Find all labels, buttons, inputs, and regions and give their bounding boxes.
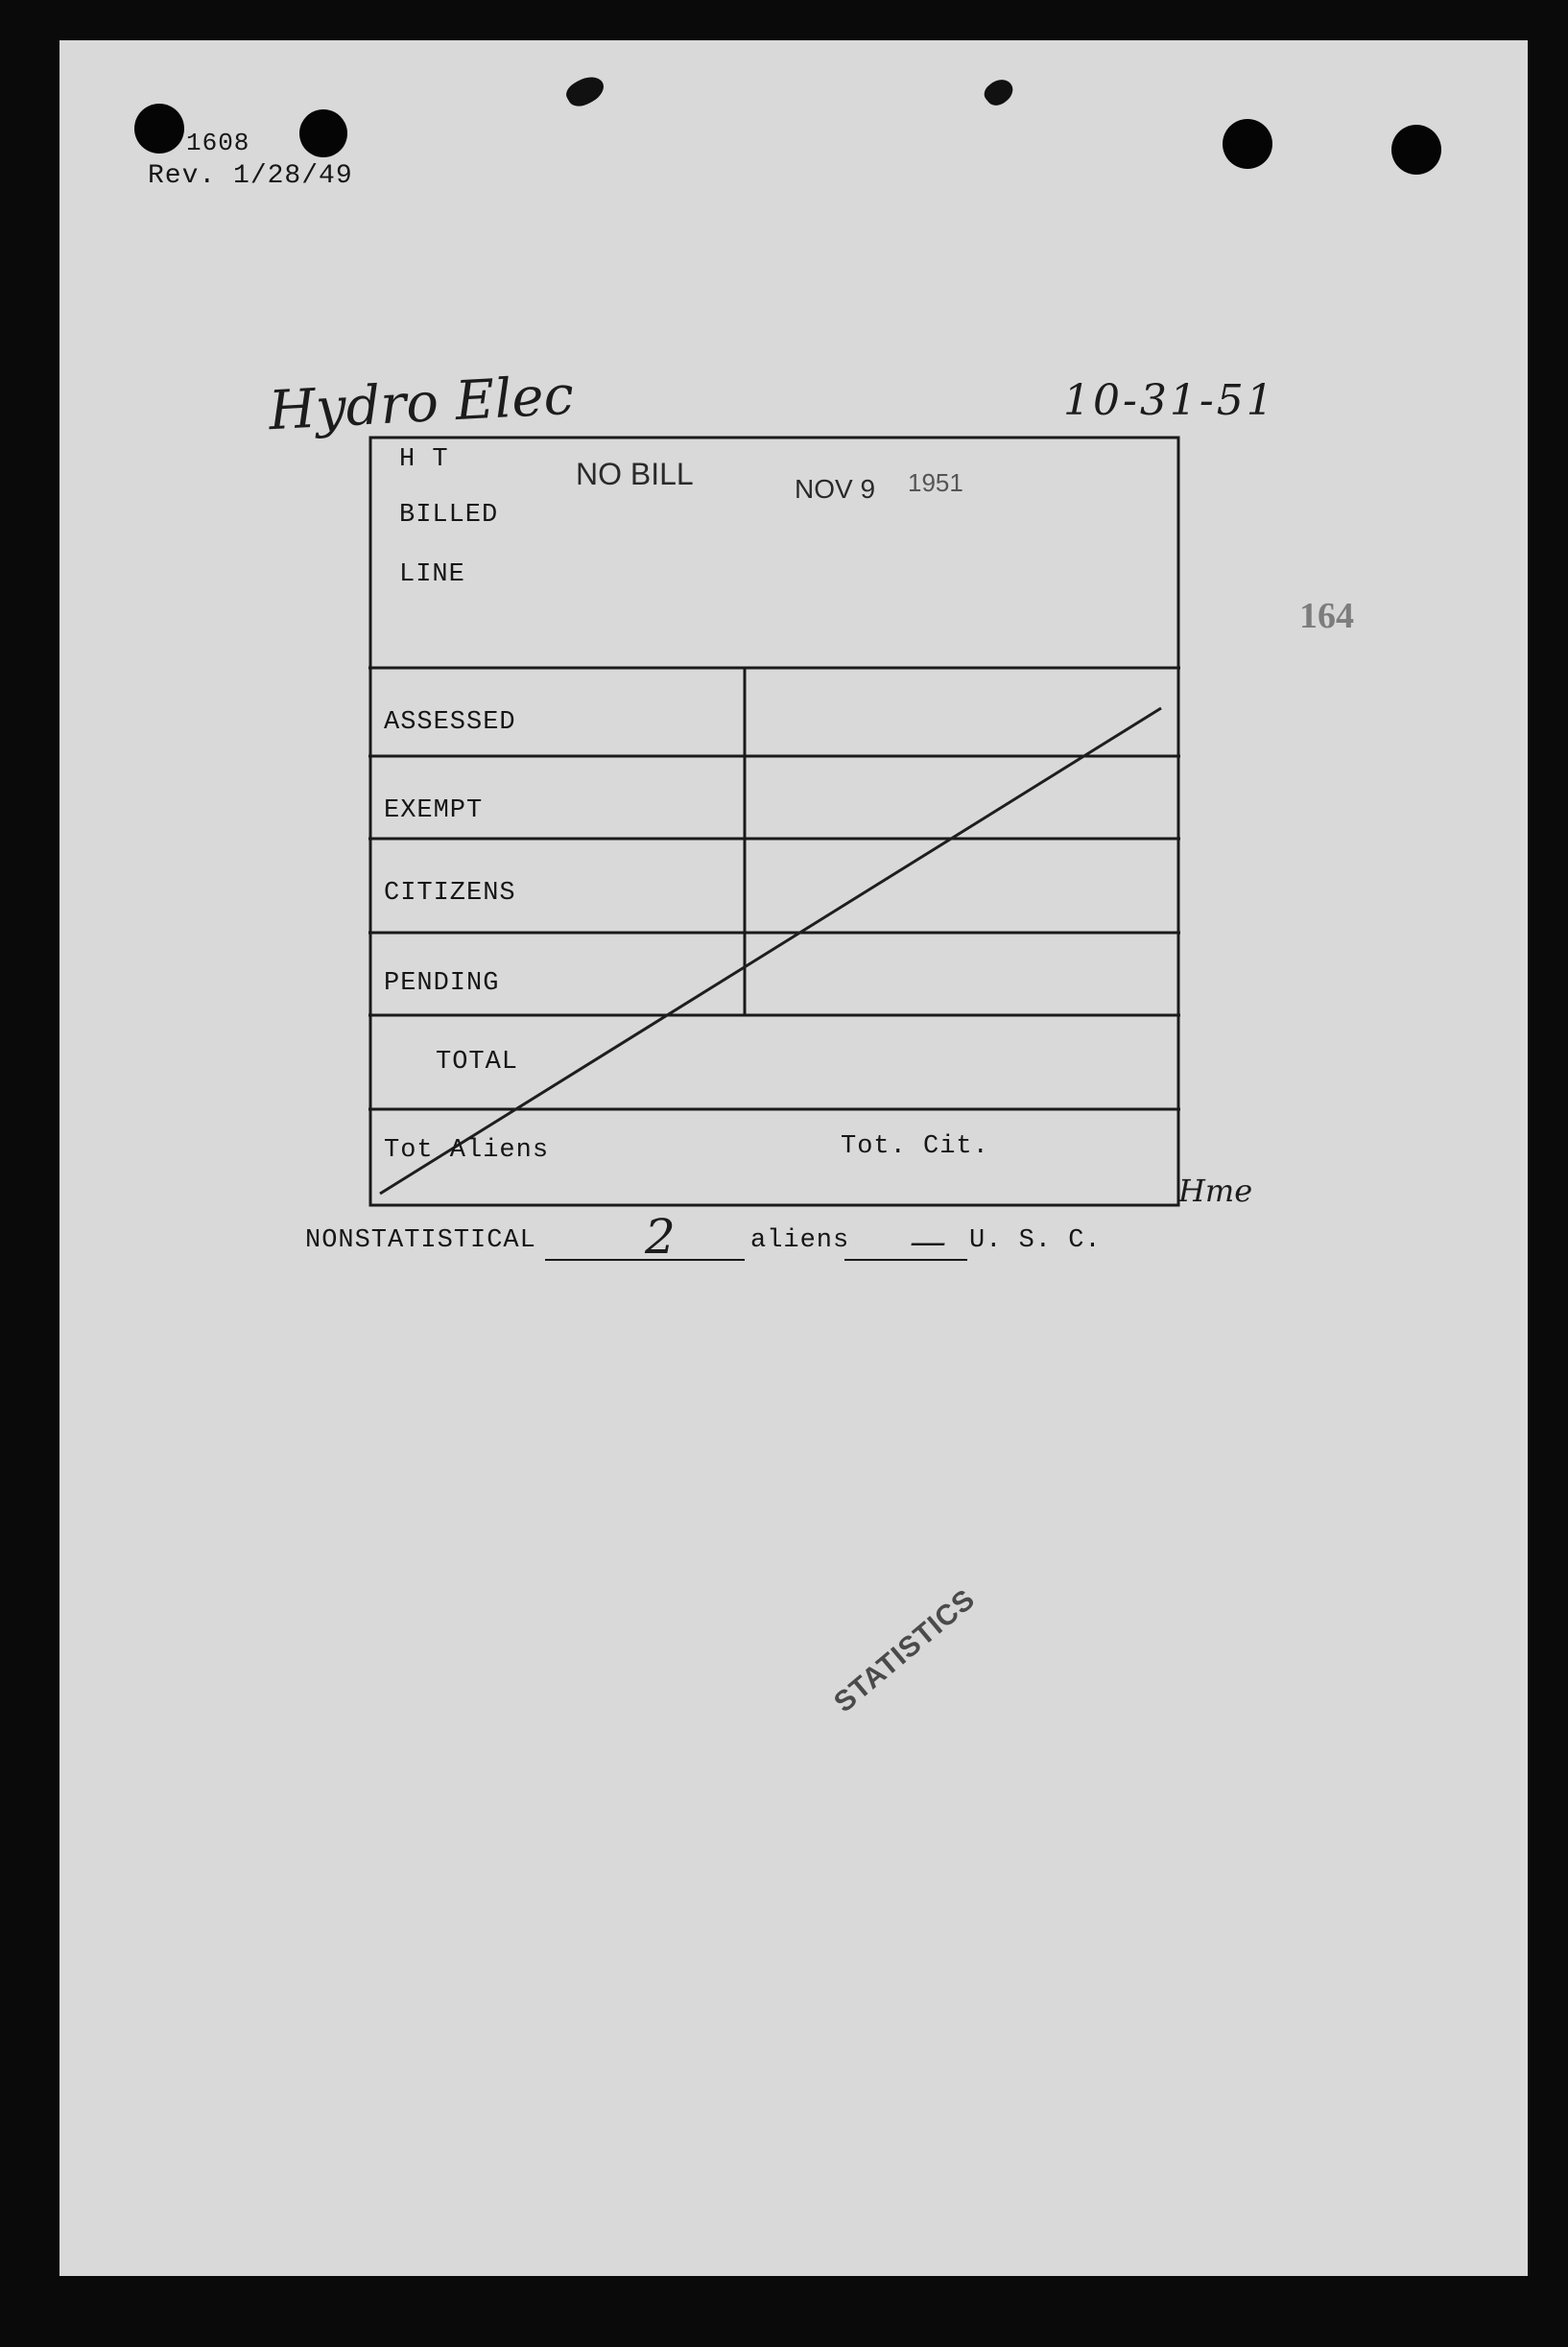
punch-hole-right-1: [1223, 119, 1272, 169]
tot-cit-label: Tot. Cit.: [841, 1132, 989, 1161]
form-grid-lines: [368, 436, 1180, 1207]
ink-mark: [981, 74, 1017, 110]
form-revision: Rev. 1/28/49: [148, 161, 353, 191]
page-number: 164: [1299, 596, 1354, 636]
date-handwritten: 10-31-51: [1063, 376, 1276, 425]
document-page: [59, 40, 1528, 2276]
usc-count-handwritten: —: [910, 1221, 946, 1263]
form-header-line-1: H T: [399, 445, 449, 474]
received-date-stamp-month-day: NOV 9: [795, 474, 876, 504]
row-label-exempt: EXEMPT: [384, 796, 484, 825]
ink-mark: [562, 71, 608, 112]
usc-underline: [844, 1259, 967, 1261]
statistics-form-box: [368, 436, 1180, 1207]
received-date-stamp-year: 1951: [908, 468, 963, 497]
form-number: 1608: [186, 129, 250, 157]
initials-handwritten: Hme: [1178, 1173, 1253, 1209]
aliens-label: aliens: [750, 1226, 850, 1255]
row-label-citizens: CITIZENS: [384, 879, 516, 908]
company-handwritten: Hydro Elec: [267, 364, 576, 443]
nonstatistical-label: NONSTATISTICAL: [305, 1226, 536, 1255]
nonstatistical-count-handwritten: 2: [645, 1209, 676, 1265]
punch-hole-right-2: [1391, 125, 1441, 175]
row-label-pending: PENDING: [384, 969, 500, 998]
form-header-line-2: BILLED: [399, 501, 499, 530]
statistics-stamp: STATISTICS: [828, 1582, 982, 1719]
row-label-assessed: ASSESSED: [384, 708, 516, 737]
punch-hole-left-2: [299, 109, 347, 157]
form-header-line-3: LINE: [399, 560, 465, 589]
no-bill-stamp: NO BILL: [576, 457, 694, 491]
tot-aliens-label: Tot Aliens: [384, 1136, 550, 1165]
cancel-slash-line: [380, 708, 1161, 1194]
punch-hole-left-1: [134, 104, 184, 154]
total-label: TOTAL: [436, 1048, 519, 1077]
usc-label: U. S. C.: [969, 1226, 1102, 1255]
